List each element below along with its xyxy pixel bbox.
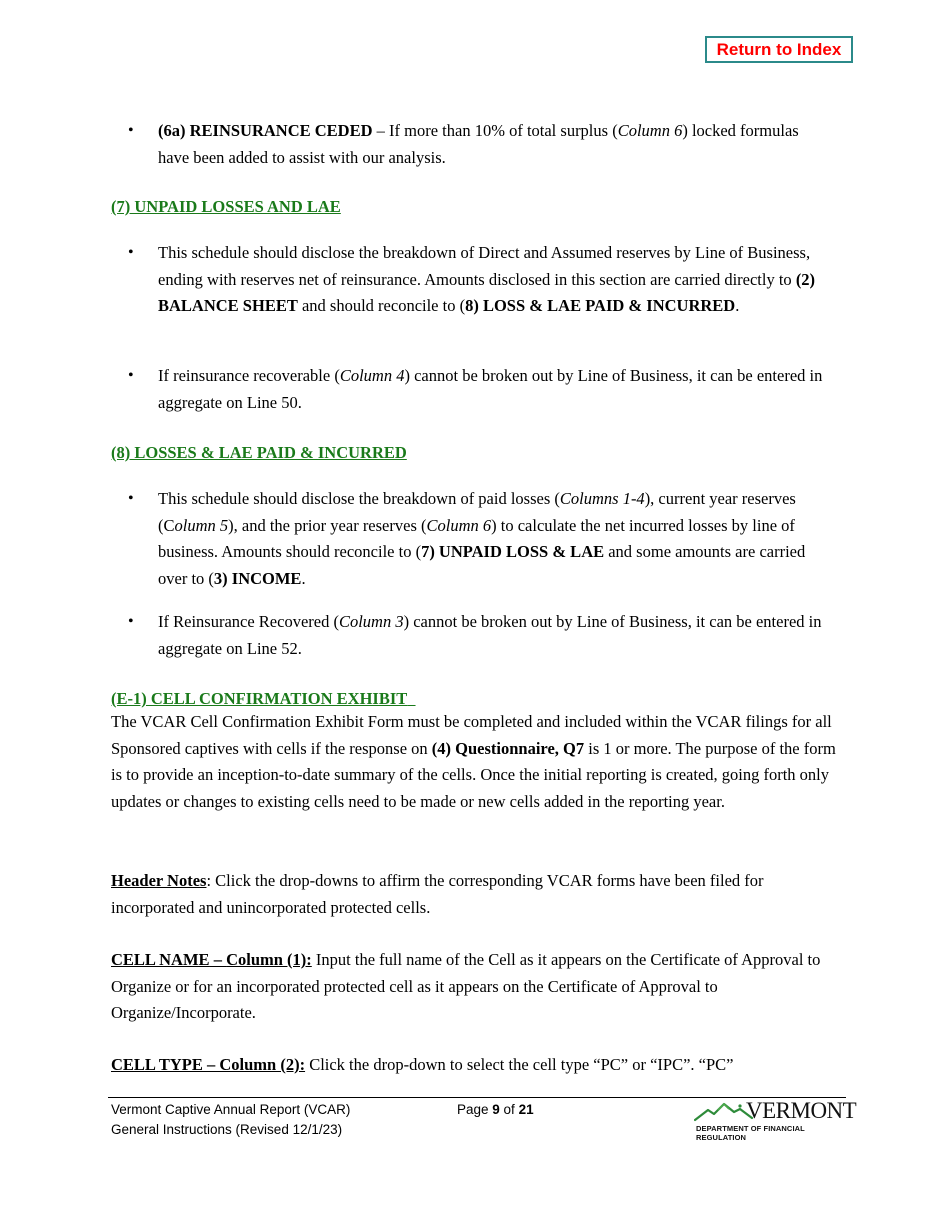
section-7-heading: (7) UNPAID LOSSES AND LAE <box>111 197 341 216</box>
vermont-dfr-logo <box>694 1098 857 1142</box>
logo-wordmark: VERMONT <box>746 1098 857 1123</box>
bullet-icon: • <box>128 122 134 139</box>
cell-type-paragraph: CELL TYPE – Column (2): Click the drop-down to select the cell type “PC” or “IPC”. “PC” <box>111 1055 734 1074</box>
section-8-heading: (8) LOSSES & LAE PAID & INCURRED <box>111 443 407 462</box>
footer-title: Vermont Captive Annual Report (VCAR) General Instructions (Revised 12/1/23) <box>111 1102 351 1137</box>
cell-name-paragraph: CELL NAME – Column (1): Input the full name of the Cell as it appears on the Certificate of Approval to Organize or for an incorporated protected cell as it appears on the Certificate of Approval to Organize/Incorporate. <box>111 950 821 1022</box>
bullet-6a-text: (6a) REINSURANCE CEDED – If more than 10% of total surplus (Column 6) locked formulas have been added to assist with our analysis. <box>158 121 799 167</box>
section-7-bullet-1-text: This schedule should disclose the breakdown of Direct and Assumed reserves by Line of Business, ending with reserves net of reinsurance. Amounts disclosed in this section are carried directly to (2) BALANCE SHEET and should reconcile to (8) LOSS & LAE PAID & INCURRED. <box>158 243 816 315</box>
page-number: Page 9 of 21 <box>457 1102 534 1117</box>
bullet-icon: • <box>128 244 134 261</box>
header-notes-paragraph: Header Notes: Click the drop-downs to affirm the corresponding VCAR forms have been filed for incorporated and unincorporated protected cells. <box>111 871 764 917</box>
bullet-icon: • <box>128 367 134 384</box>
bullet-icon: • <box>128 490 134 507</box>
bullet-icon: • <box>128 613 134 630</box>
return-to-index-button[interactable]: Return to Index <box>705 36 853 63</box>
section-7-bullet-2-text: If reinsurance recoverable (Column 4) cannot be broken out by Line of Business, it can be entered in aggregate on Line 50. <box>158 366 823 412</box>
section-e1-paragraph: The VCAR Cell Confirmation Exhibit Form must be completed and included within the VCAR filings for all Sponsored captives with cells if the response on (4) Questionnaire, Q7 is 1 or more. The purpose of the form is to provide an inception-to-date summary of the cells. Once the initial reporting is created, going forth only updates or changes to existing cells need to be made or new cells added in the reporting year. <box>111 712 836 811</box>
section-8-bullet-2-text: If Reinsurance Recovered (Column 3) cannot be broken out by Line of Business, it can be entered in aggregate on Line 52. <box>158 612 822 658</box>
mountain-logo-icon <box>694 1100 754 1122</box>
logo-subtitle: DEPARTMENT OF FINANCIAL REGULATION <box>696 1124 805 1142</box>
cell-name-label: CELL NAME – Column (1): <box>111 950 312 969</box>
section-e1-heading: (E-1) CELL CONFIRMATION EXHIBIT <box>111 689 408 708</box>
section-8-bullet-1-text: This schedule should disclose the breakdown of paid losses (Columns 1-4), current year reserves (Column 5), and the prior year reserves (Column 6) to calculate the net incurred losses by line of business. Amounts should reconcile to (7) UNPAID LOSS & LAE and some amounts are carried over to (3) INCOME. <box>158 489 806 588</box>
